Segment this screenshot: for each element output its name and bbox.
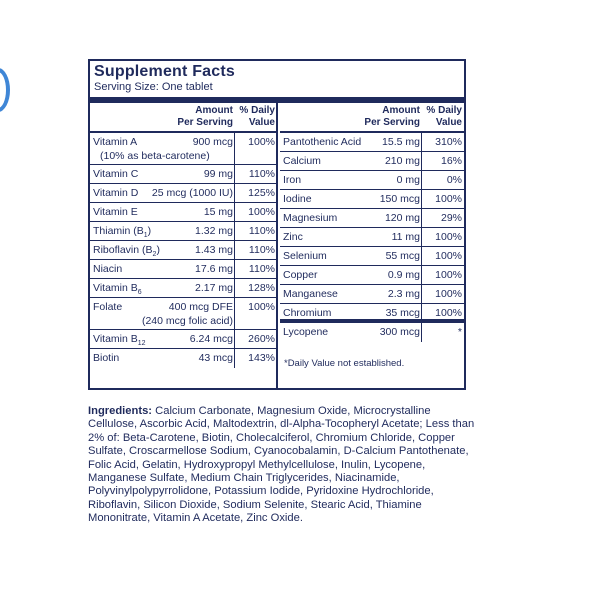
nutrient-row	[280, 133, 464, 152]
nutrient-daily-value: 100%	[435, 193, 462, 205]
header-daily-value: % Daily Value	[426, 105, 462, 128]
nutrient-daily-value: 100%	[435, 307, 462, 319]
nutrient-row	[280, 323, 464, 342]
edge-decoration	[0, 68, 10, 112]
nutrient-row	[90, 133, 277, 165]
footnote: *Daily Value not established.	[284, 358, 405, 369]
nutrient-amount: 15 mg	[203, 206, 233, 218]
nutrient-amount: 150 mcg	[379, 193, 420, 205]
serving-size: Serving Size: One tablet	[94, 81, 213, 93]
nutrient-row	[90, 349, 277, 368]
nutrient-amount: 210 mg	[384, 155, 420, 167]
nutrient-amount: 0 mg	[396, 174, 420, 186]
nutrient-daily-value: 100%	[248, 136, 275, 148]
nutrient-daily-value: 100%	[435, 231, 462, 243]
nutrient-name: Chromium	[283, 307, 332, 319]
nutrient-daily-value: 29%	[440, 212, 462, 224]
right-header	[280, 103, 464, 133]
nutrient-row	[90, 330, 277, 349]
ingredients-list: Calcium Carbonate, Magnesium Oxide, Microcrystalline Cellulose, Ascorbic Acid, Maltodextrin, dl-Alpha-Tocopheryl Acetate; Less than 2% of: Beta-Carotene, Biotin, Cholecalciferol, Chromium Chloride, Copper Sulfate, Croscarmellose Sodium, Cyanocobalamin, D-Calcium Pantothenate, Folic Acid, Gelatin, Hydroxypropyl Methylcellulose, Inulin, Lycopene, Manganese Sulfate, Medium Chain Triglycerides, Niacinamide, Polyvinylpolypyrrolidone, Potassium Iodide, Pyridoxine Hydrochloride, Riboflavin, Silicon Dioxide, Sodium Selenite, Stearic Acid, Thiamine Mononitrate, Vitamin A Acetate, Zinc Oxide.	[88, 405, 475, 525]
header-amount: Amount Per Serving	[177, 105, 233, 128]
nutrient-amount: 400 mcg DFE	[168, 301, 233, 313]
nutrient-name: Zinc	[283, 231, 303, 243]
nutrient-amount: 55 mcg	[385, 250, 420, 262]
nutrient-name: Folate	[93, 301, 123, 313]
left-column	[90, 103, 277, 368]
nutrient-daily-value: 110%	[248, 244, 275, 256]
nutrient-name: Riboflavin $(B_2)$	[93, 244, 160, 259]
nutrient-name: Thiamin $(B_1)$	[93, 225, 152, 240]
nutrient-name: Vitamin A	[93, 136, 138, 148]
nutrient-daily-value: 100%	[435, 269, 462, 281]
nutrient-name: Vitamin $B_{12}$	[93, 333, 146, 348]
panel-title: Supplement Facts	[94, 63, 236, 80]
nutrient-name: Iodine	[283, 193, 312, 205]
right-column	[280, 103, 464, 369]
nutrient-sub-amount: (240 mcg folic acid)	[141, 315, 233, 327]
nutrient-daily-value: 0%	[446, 174, 462, 186]
nutrient-name: Manganese	[283, 288, 338, 300]
nutrient-name: Biotin	[93, 352, 120, 364]
nutrient-amount: 99 mg	[203, 168, 233, 180]
header-daily-value: % Daily Value	[239, 105, 275, 128]
nutrient-daily-value: 110%	[248, 168, 275, 180]
nutrient-row	[90, 279, 277, 298]
nutrient-row	[280, 228, 464, 247]
supplement-facts-panel	[88, 59, 466, 390]
nutrient-daily-value: 100%	[435, 250, 462, 262]
nutrient-daily-value: 110%	[248, 263, 275, 275]
nutrient-daily-value: *	[457, 326, 462, 338]
nutrient-amount: 1.43 mg	[195, 244, 233, 256]
right-rows	[280, 133, 464, 342]
nutrient-name: Vitamin C	[93, 168, 139, 180]
nutrient-name: Niacin	[93, 263, 123, 275]
nutrient-row	[280, 152, 464, 171]
header-amount: Amount Per Serving	[364, 105, 420, 128]
nutrient-row	[280, 285, 464, 304]
nutrient-name: Selenium	[283, 250, 327, 262]
nutrient-row	[90, 222, 277, 241]
left-header	[90, 103, 277, 133]
ingredients-text	[88, 405, 478, 526]
nutrient-amount: 1.32 mg	[195, 225, 233, 237]
nutrient-row	[280, 171, 464, 190]
nutrient-daily-value: 125%	[248, 187, 275, 199]
nutrient-daily-value: 16%	[440, 155, 462, 167]
nutrient-amount: 900 mcg	[192, 136, 233, 148]
nutrient-amount: 35 mcg	[385, 307, 420, 319]
nutrient-amount: 2.17 mg	[195, 282, 233, 294]
nutrient-row	[280, 190, 464, 209]
nutrient-daily-value: 110%	[248, 225, 275, 237]
nutrient-daily-value: 260%	[248, 333, 275, 345]
nutrient-name: Pantothenic Acid	[283, 136, 362, 148]
nutrient-name: Vitamin E	[93, 206, 138, 218]
nutrient-sub-name: (10% as beta-carotene)	[100, 150, 210, 162]
nutrient-row	[90, 241, 277, 260]
nutrient-row	[90, 165, 277, 184]
nutrient-name: Copper	[283, 269, 318, 281]
nutrient-daily-value: 100%	[435, 288, 462, 300]
nutrient-row	[90, 203, 277, 222]
nutrient-daily-value: 100%	[248, 301, 275, 313]
nutrient-name: Calcium	[283, 155, 321, 167]
nutrient-amount: 25 mcg (1000 IU)	[151, 187, 233, 199]
nutrient-amount: 120 mg	[384, 212, 420, 224]
nutrient-name: Vitamin D	[93, 187, 139, 199]
nutrient-amount: 6.24 mcg	[189, 333, 233, 345]
nutrient-row	[280, 209, 464, 228]
nutrient-name: Iron	[283, 174, 302, 186]
ingredients-label: Ingredients:	[88, 405, 153, 417]
nutrient-amount: 11 mg	[391, 231, 420, 243]
nutrient-row	[280, 266, 464, 285]
nutrient-name: Magnesium	[283, 212, 338, 224]
nutrient-name: Lycopene	[283, 326, 329, 338]
nutrient-name: Vitamin $B_6$	[93, 282, 142, 297]
nutrient-amount: 43 mcg	[198, 352, 233, 364]
nutrient-amount: 2.3 mg	[387, 288, 420, 300]
nutrient-amount: 17.6 mg	[195, 263, 233, 275]
nutrient-row	[280, 247, 464, 266]
nutrient-row	[90, 184, 277, 203]
nutrient-row	[90, 298, 277, 330]
nutrient-daily-value: 310%	[435, 136, 462, 148]
nutrient-amount: 300 mcg	[379, 326, 420, 338]
nutrient-daily-value: 143%	[248, 352, 275, 364]
nutrient-daily-value: 100%	[248, 206, 275, 218]
nutrient-row	[280, 304, 464, 323]
nutrient-daily-value: 128%	[248, 282, 275, 294]
nutrient-amount: 15.5 mg	[382, 136, 420, 148]
left-rows	[90, 133, 277, 368]
nutrient-row	[90, 260, 277, 279]
nutrient-amount: 0.9 mg	[387, 269, 420, 281]
